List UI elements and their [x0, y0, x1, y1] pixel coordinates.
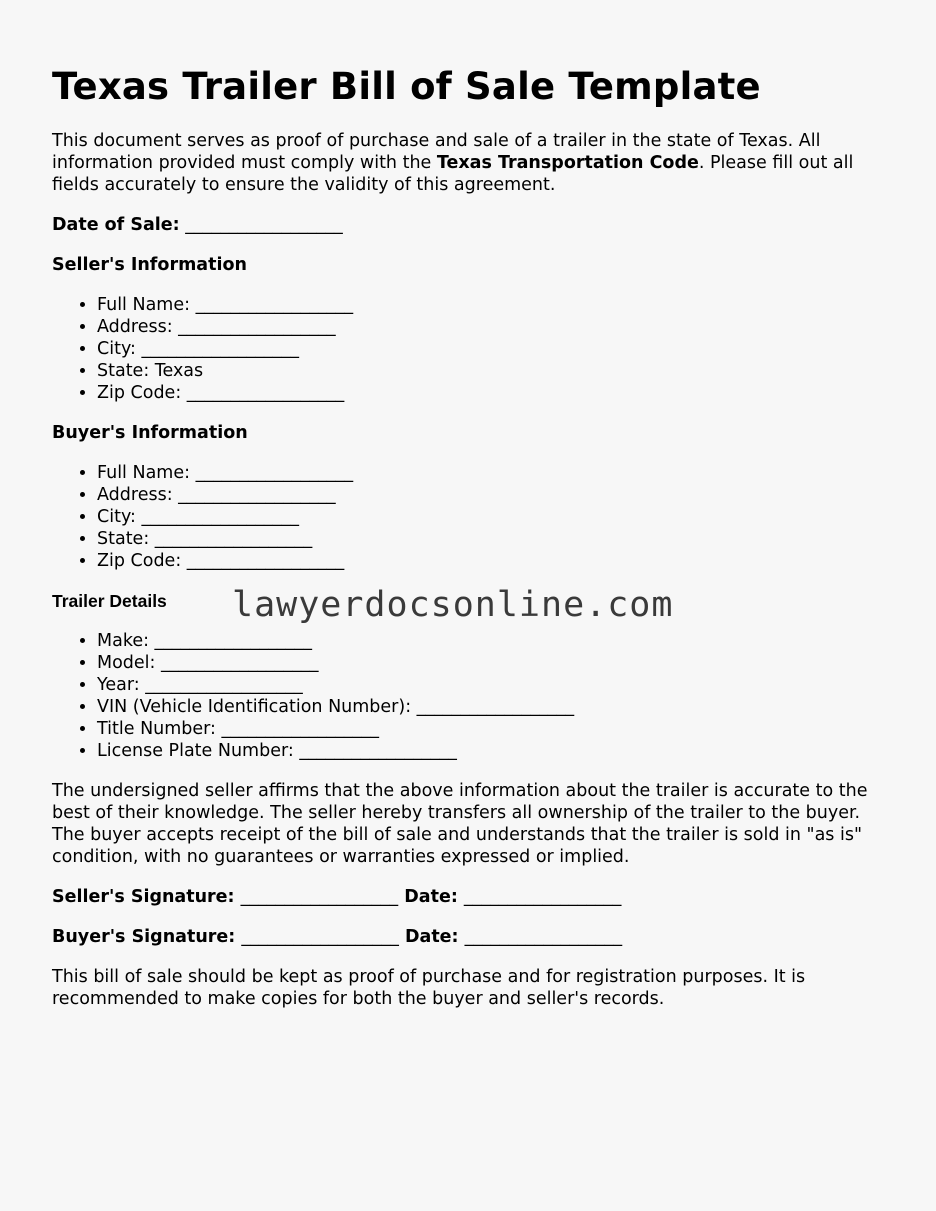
watermark: lawyerdocsonline.com — [232, 585, 674, 625]
list-item: • Full Name: __________________ — [97, 294, 882, 316]
seller-date-blank: __________________ — [463, 887, 622, 907]
intro-text-after: . Please fill out all fields accurately to ensure the validity of this agreement. — [52, 153, 854, 195]
list-item: • State: __________________ — [97, 528, 882, 550]
list-item: • Zip Code: __________________ — [97, 382, 882, 404]
list-item: • Address: __________________ — [97, 316, 882, 338]
list-item: • License Plate Number: __________________ — [97, 740, 882, 762]
seller-signature-blank: __________________ — [240, 887, 399, 907]
buyer-info-list — [52, 462, 882, 572]
seller-signature-label: Seller's Signature: — [52, 887, 235, 907]
list-item: • State: Texas — [97, 360, 882, 382]
buyer-signature-label: Buyer's Signature: — [52, 927, 236, 947]
list-item: • VIN (Vehicle Identification Number): __________________ — [97, 696, 882, 718]
trailer-details-list — [52, 630, 882, 762]
date-of-sale-field — [52, 214, 882, 236]
buyer-signature-blank: __________________ — [241, 927, 399, 947]
buyer-date-blank: __________________ — [464, 927, 623, 947]
list-item: • Year: __________________ — [97, 674, 882, 696]
closing-paragraph: This bill of sale should be kept as proof of purchase and for registration purposes. It is recommended to make copies for both the buyer and seller's records. — [52, 967, 806, 1009]
document — [52, 62, 882, 1010]
list-item: • Zip Code: __________________ — [97, 550, 882, 572]
intro-paragraph — [52, 130, 882, 196]
list-item: • Address: __________________ — [97, 484, 882, 506]
seller-info-list — [52, 294, 882, 404]
date-of-sale-blank: __________________ — [185, 215, 343, 235]
list-item: • Full Name: __________________ — [97, 462, 882, 484]
list-item: • Make: __________________ — [97, 630, 882, 652]
list-item: • City: __________________ — [97, 506, 882, 528]
buyer-info-heading: Buyer's Information — [52, 423, 248, 443]
list-item: • City: __________________ — [97, 338, 882, 360]
document-title: Texas Trailer Bill of Sale Template — [52, 65, 761, 108]
trailer-details-heading: Trailer Details — [52, 591, 167, 611]
seller-signature-line — [52, 886, 882, 908]
list-item: • Model: __________________ — [97, 652, 882, 674]
seller-info-heading: Seller's Information — [52, 255, 247, 275]
buyer-signature-line — [52, 926, 882, 948]
seller-date-label: Date: — [404, 887, 458, 907]
intro-text-before: This document serves as proof of purchase and sale of a trailer in the state of Texas. All information provided must comply with the — [52, 131, 821, 173]
intro-code-reference: Texas Transportation Code — [436, 153, 699, 173]
list-item: • Title Number: __________________ — [97, 718, 882, 740]
date-of-sale-label: Date of Sale: — [52, 215, 180, 235]
affirmation-paragraph: The undersigned seller affirms that the above information about the trailer is accurate to the best of their knowledge. The seller hereby transfers all ownership of the trailer to the buyer. The buyer accepts receipt of the bill of sale and understands that the trailer is sold in "as is" condition, with no guarantees or warranties expressed or implied. — [52, 781, 868, 867]
buyer-date-label: Date: — [404, 927, 459, 947]
